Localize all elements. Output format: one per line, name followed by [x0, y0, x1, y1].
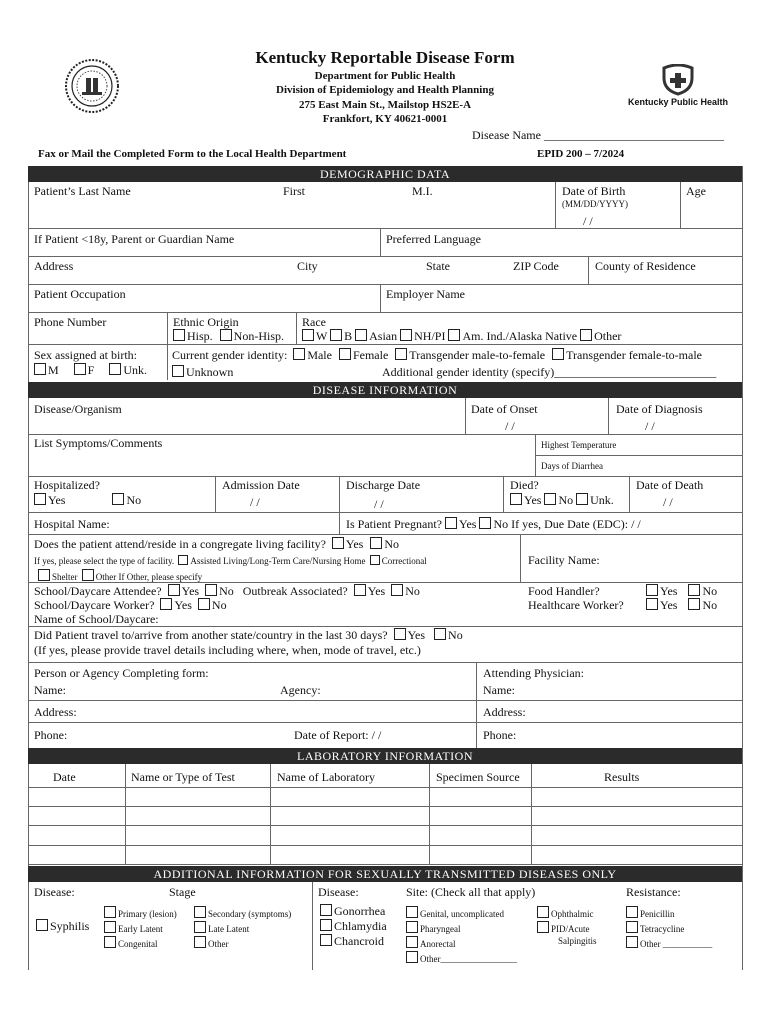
res-tetracycline: Tetracycline: [626, 921, 684, 935]
date-of-onset-label[interactable]: Date of Onset: [471, 402, 538, 416]
school-worker-no-checkbox[interactable]: [198, 598, 210, 610]
facility-type-row: If yes, please select the type of facility. Assisted Living/Long-Term Care/Nursing Home Correctional: [34, 556, 427, 566]
stage-early-latent: Early Latent: [104, 921, 163, 935]
site-anorectal: Anorectal: [406, 936, 455, 950]
sex-options: M F Unk.: [34, 363, 147, 377]
county-label[interactable]: County of Residence: [595, 259, 696, 273]
died-no-checkbox[interactable]: [544, 493, 556, 505]
penicillin-checkbox[interactable]: [626, 906, 638, 918]
department-line: Department for Public Health: [314, 70, 456, 82]
date-of-birth-label[interactable]: Date of Birth: [562, 184, 626, 198]
died-unk-checkbox[interactable]: [576, 493, 588, 505]
congregate-row: Does the patient attend/reside in a congregate living facility? Yes No: [34, 537, 400, 551]
middle-initial-label[interactable]: M.I.: [412, 184, 433, 198]
stage-congenital: Congenital: [104, 936, 158, 950]
travel-no-checkbox[interactable]: [434, 628, 446, 640]
school-worker-row: School/Daycare Worker? Yes No: [34, 598, 227, 612]
gender-male-checkbox[interactable]: [293, 348, 305, 360]
pregnancy-row: Is Patient Pregnant? Yes No If yes, Due Date (EDC): / /: [346, 517, 641, 531]
congregate-no-checkbox[interactable]: [370, 537, 382, 549]
sex-m-checkbox[interactable]: [34, 363, 46, 375]
race-label: Race: [302, 315, 326, 329]
chlamydia-option: Chlamydia: [320, 919, 387, 933]
chancroid-option: Chancroid: [320, 934, 384, 948]
physician-phone-label[interactable]: Phone:: [483, 728, 517, 742]
lab-col-results: Results: [604, 770, 640, 784]
site-other: Other_________________: [406, 951, 517, 965]
attending-physician-label: Attending Physician:: [483, 666, 584, 680]
died-yes-checkbox[interactable]: [510, 493, 522, 505]
race-b-checkbox[interactable]: [330, 329, 342, 341]
form-title: Kentucky Reportable Disease Form: [255, 48, 515, 67]
hospitalized-yes-checkbox[interactable]: [34, 493, 46, 505]
city-line: Frankfort, KY 40621-0001: [322, 113, 448, 125]
race-nhpi-checkbox[interactable]: [400, 329, 412, 341]
pregnant-yes-checkbox[interactable]: [445, 517, 457, 529]
discharge-date-label[interactable]: Discharge Date: [346, 478, 421, 492]
assisted-living-checkbox[interactable]: [178, 555, 188, 565]
school-attendee-no-checkbox[interactable]: [205, 584, 217, 596]
completer-phone-label[interactable]: Phone:: [34, 728, 68, 742]
dob-slashes: / /: [583, 214, 593, 228]
died-label: Died?: [510, 478, 539, 492]
died-options: Yes No Unk.: [510, 493, 614, 507]
lab-row-line: [28, 825, 742, 826]
due-date-field[interactable]: If yes, Due Date (EDC): / /: [511, 517, 641, 531]
gender-tfm-checkbox[interactable]: [552, 348, 564, 360]
gender-identity-row: Current gender identity: Male Female Transgender male-to-female Transgender female-to-male: [172, 348, 702, 362]
physician-address-label[interactable]: Address:: [483, 705, 526, 719]
admission-date-label[interactable]: Admission Date: [222, 478, 300, 492]
address-label[interactable]: Address: [34, 259, 74, 273]
primary-checkbox[interactable]: [104, 906, 116, 918]
lab-row-line: [28, 787, 742, 788]
late-latent-checkbox[interactable]: [194, 921, 206, 933]
race-ai-checkbox[interactable]: [448, 329, 460, 341]
gender-female-checkbox[interactable]: [339, 348, 351, 360]
site-label: Site: (Check all that apply): [406, 885, 536, 899]
food-handler-yes-checkbox[interactable]: [646, 584, 658, 596]
healthcare-worker-no-checkbox[interactable]: [688, 598, 700, 610]
resistance-label: Resistance:: [626, 885, 681, 899]
agency-label[interactable]: Agency:: [280, 683, 321, 697]
res-penicillin: Penicillin: [626, 906, 675, 920]
site-ophthalmic: Ophthalmic: [537, 906, 594, 920]
school-attendee-row: School/Daycare Attendee? Yes No Outbreak Associated? Yes No: [34, 584, 420, 598]
lab-col-laboratory: Name of Laboratory: [277, 770, 375, 784]
fax-instruction: Fax or Mail the Completed Form to the Local Health Department: [38, 148, 347, 160]
sex-at-birth-label: Sex assigned at birth:: [34, 348, 137, 362]
healthcare-worker-options: Yes No: [646, 598, 717, 612]
occupation-label[interactable]: Patient Occupation: [34, 287, 126, 301]
lab-col-test: Name or Type of Test: [131, 770, 235, 784]
facility-type-row-2: Shelter Other If Other, please specify: [38, 569, 202, 583]
hisp-checkbox[interactable]: [173, 329, 185, 341]
shelter-checkbox[interactable]: [38, 569, 50, 581]
symptoms-comments-label[interactable]: List Symptoms/Comments: [34, 436, 163, 450]
demographic-section-bar: DEMOGRAPHIC DATA: [28, 166, 742, 182]
employer-label[interactable]: Employer Name: [386, 287, 465, 301]
sex-unk-checkbox[interactable]: [109, 363, 121, 375]
race-asian-checkbox[interactable]: [355, 329, 367, 341]
std-section-bar: ADDITIONAL INFORMATION FOR SEXUALLY TRANSMITTED DISEASES ONLY: [28, 866, 742, 882]
dob-format-hint: (MM/DD/YYYY): [562, 199, 628, 209]
onset-slashes: / /: [505, 419, 515, 433]
date-of-death-label[interactable]: Date of Death: [636, 478, 704, 492]
physician-name-label[interactable]: Name:: [483, 683, 515, 697]
patient-last-name-label[interactable]: Patient’s Last Name: [34, 184, 131, 198]
school-name-label[interactable]: Name of School/Daycare:: [34, 612, 159, 626]
death-slashes: / /: [663, 495, 673, 509]
disease-name-field[interactable]: Disease Name ______________________________: [472, 128, 724, 142]
syphilis-option: Syphilis: [36, 919, 89, 933]
gender-unknown-checkbox[interactable]: [172, 365, 184, 377]
site-pid: PID/Acute: [537, 921, 590, 935]
early-latent-checkbox[interactable]: [104, 921, 116, 933]
site-genital: Genital, uncomplicated: [406, 906, 504, 920]
form-left-border: [28, 166, 29, 970]
tetracycline-checkbox[interactable]: [626, 921, 638, 933]
syphilis-checkbox[interactable]: [36, 919, 48, 931]
state-label[interactable]: State: [426, 259, 450, 273]
site-other-checkbox[interactable]: [406, 951, 418, 963]
correctional-checkbox[interactable]: [370, 555, 380, 565]
anorectal-checkbox[interactable]: [406, 936, 418, 948]
zip-code-label[interactable]: ZIP Code: [513, 259, 559, 273]
stage-other: Other: [194, 936, 229, 950]
additional-gender-field[interactable]: Additional gender identity (specify)___________________________: [382, 365, 717, 379]
city-label[interactable]: City: [297, 259, 318, 273]
food-handler-label: Food Handler?: [528, 584, 600, 598]
kentucky-seal-icon: [64, 58, 120, 114]
date-of-diagnosis-label[interactable]: Date of Diagnosis: [616, 402, 703, 416]
school-attendee-yes-checkbox[interactable]: [168, 584, 180, 596]
hospitalized-options: Yes No: [34, 493, 141, 507]
congenital-checkbox[interactable]: [104, 936, 116, 948]
gonorrhea-checkbox[interactable]: [320, 904, 332, 916]
food-handler-options: Yes No: [646, 584, 717, 598]
stage-primary: Primary (lesion): [104, 906, 177, 920]
disease-section-bar: DISEASE INFORMATION: [28, 382, 742, 398]
race-w-checkbox[interactable]: [302, 329, 314, 341]
laboratory-section-bar: LABORATORY INFORMATION: [28, 748, 742, 764]
disease-organism-label[interactable]: Disease/Organism: [34, 402, 122, 416]
travel-yes-checkbox[interactable]: [394, 628, 406, 640]
healthcare-worker-label: Healthcare Worker?: [528, 598, 624, 612]
lab-row-line: [28, 864, 742, 865]
phone-number-label[interactable]: Phone Number: [34, 315, 107, 329]
non-hisp-checkbox[interactable]: [220, 329, 232, 341]
res-other: Other ___________: [626, 936, 712, 950]
preferred-language-label[interactable]: Preferred Language: [386, 232, 481, 246]
pregnant-no-checkbox[interactable]: [479, 517, 491, 529]
stage-other-checkbox[interactable]: [194, 936, 206, 948]
res-other-checkbox[interactable]: [626, 936, 638, 948]
admission-slashes: / /: [250, 495, 260, 509]
std-disease-label-2: Disease:: [318, 885, 359, 899]
stage-late-latent: Late Latent: [194, 921, 249, 935]
site-pharyngeal: Pharyngeal: [406, 921, 461, 935]
facility-name-label[interactable]: Facility Name:: [528, 553, 600, 567]
completer-address-label[interactable]: Address:: [34, 705, 77, 719]
diagnosis-slashes: / /: [645, 419, 655, 433]
person-agency-label: Person or Agency Completing form:: [34, 666, 209, 680]
hospitalized-no-checkbox[interactable]: [112, 493, 124, 505]
days-of-diarrhea-label[interactable]: Days of Diarrhea: [541, 461, 603, 471]
address-line: 275 East Main St., Mailstop HS2E-A: [298, 99, 472, 111]
pharyngeal-checkbox[interactable]: [406, 921, 418, 933]
pid-checkbox[interactable]: [537, 921, 549, 933]
school-worker-yes-checkbox[interactable]: [160, 598, 172, 610]
std-disease-label: Disease:: [34, 885, 75, 899]
chancroid-checkbox[interactable]: [320, 934, 332, 946]
lab-col-specimen: Specimen Source: [436, 770, 520, 784]
gonorrhea-option: Gonorrhea: [320, 904, 385, 918]
highest-temperature-label[interactable]: Highest Temperature: [541, 440, 617, 450]
lab-col-date: Date: [53, 770, 76, 784]
congregate-yes-checkbox[interactable]: [332, 537, 344, 549]
genital-checkbox[interactable]: [406, 906, 418, 918]
food-handler-no-checkbox[interactable]: [688, 584, 700, 596]
completer-name-label[interactable]: Name:: [34, 683, 66, 697]
logo-text: Kentucky Public Health: [628, 97, 729, 107]
hospital-name-label[interactable]: Hospital Name:: [34, 517, 110, 531]
division-line: Division of Epidemiology and Health Planning: [276, 84, 494, 96]
sex-f-checkbox[interactable]: [74, 363, 86, 375]
gender-unknown-row: Unknown: [172, 365, 233, 379]
travel-details-label[interactable]: (If yes, please provide travel details including where, when, mode of travel, etc.): [34, 643, 421, 657]
travel-row: Did Patient travel to/arrive from another state/country in the last 30 days? Yes No: [34, 628, 463, 642]
ethnic-origin-label: Ethnic Origin: [173, 315, 239, 329]
chlamydia-checkbox[interactable]: [320, 919, 332, 931]
outbreak-no-checkbox[interactable]: [391, 584, 403, 596]
hospitalized-label: Hospitalized?: [34, 478, 100, 492]
race-options: W B Asian NH/PI Am. Ind./Alaska Native Other: [302, 329, 621, 343]
age-label[interactable]: Age: [686, 184, 706, 198]
gender-tmf-checkbox[interactable]: [395, 348, 407, 360]
ophthalmic-checkbox[interactable]: [537, 906, 549, 918]
ethnic-options: Hisp. Non-Hisp.: [173, 329, 284, 343]
site-salpingitis: Salpingitis: [558, 936, 597, 946]
lab-row-line: [28, 806, 742, 807]
std-stage-label: Stage: [169, 885, 196, 899]
discharge-slashes: / /: [374, 497, 384, 511]
secondary-checkbox[interactable]: [194, 906, 206, 918]
lab-row-line: [28, 845, 742, 846]
form-right-border: [742, 166, 743, 970]
race-other-checkbox[interactable]: [580, 329, 592, 341]
facility-other-checkbox[interactable]: [82, 569, 94, 581]
first-name-label[interactable]: First: [283, 184, 306, 198]
epid-number: EPID 200 – 7/2024: [537, 148, 625, 160]
date-of-report-label[interactable]: Date of Report: / /: [294, 728, 382, 742]
stage-secondary: Secondary (symptoms): [194, 906, 291, 920]
guardian-name-label[interactable]: If Patient <18y, Parent or Guardian Name: [34, 232, 235, 246]
outbreak-yes-checkbox[interactable]: [354, 584, 366, 596]
healthcare-worker-yes-checkbox[interactable]: [646, 598, 658, 610]
kentucky-public-health-logo-icon: [660, 64, 696, 96]
